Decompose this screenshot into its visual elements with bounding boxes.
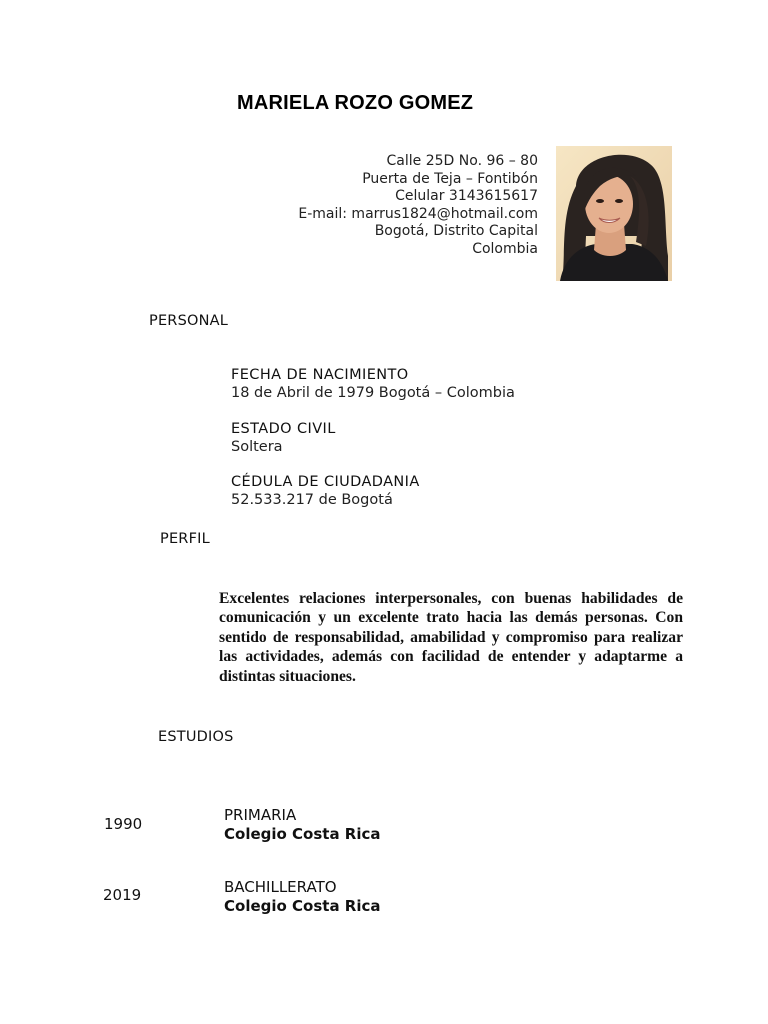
section-estudios: ESTUDIOS <box>158 729 234 745</box>
country-line: Colombia <box>472 240 538 257</box>
study-institution: Colegio Costa Rica <box>224 825 381 843</box>
neighborhood-line: Puerta de Teja – Fontibón <box>362 170 538 187</box>
civil-field <box>231 420 336 456</box>
study-year: 1990 <box>104 815 143 833</box>
profile-photo <box>556 146 672 281</box>
contact-block <box>298 153 538 259</box>
section-personal: PERSONAL <box>149 313 229 329</box>
birth-field <box>231 366 515 402</box>
id-value: 52.533.217 de Bogotá <box>231 492 393 508</box>
study-entry <box>224 878 381 916</box>
civil-value: Soltera <box>231 439 283 455</box>
birth-label: FECHA DE NACIMIENTO <box>231 367 409 383</box>
address-line: Calle 25D No. 96 – 80 <box>386 153 538 169</box>
id-field <box>231 473 420 509</box>
phone-line: Celular 3143615617 <box>395 188 538 205</box>
section-perfil: PERFIL <box>160 531 210 547</box>
study-institution: Colegio Costa Rica <box>224 897 381 915</box>
study-year: 2019 <box>103 886 142 904</box>
study-entry <box>224 806 381 844</box>
study-level: BACHILLERATO <box>224 878 337 896</box>
birth-value: 18 de Abril de 1979 Bogotá – Colombia <box>231 385 515 401</box>
email-line: E-mail: marrus1824@hotmail.com <box>298 205 538 222</box>
civil-label: ESTADO CIVIL <box>231 421 336 437</box>
city-line: Bogotá, Distrito Capital <box>374 223 538 240</box>
person-name: MARIELA ROZO GOMEZ <box>237 92 474 114</box>
study-level: PRIMARIA <box>224 806 297 824</box>
id-label: CÉDULA DE CIUDADANIA <box>231 474 420 490</box>
profile-text: Excelentes relaciones interpersonales, con buenas habilidades de comunicación y un excelente trato hacia las demás personas. Con sentido de responsabilidad, amabilidad y compromiso para realizar las actividades, además con facilidad de entender y adaptarme a distintas situaciones. <box>219 590 683 685</box>
